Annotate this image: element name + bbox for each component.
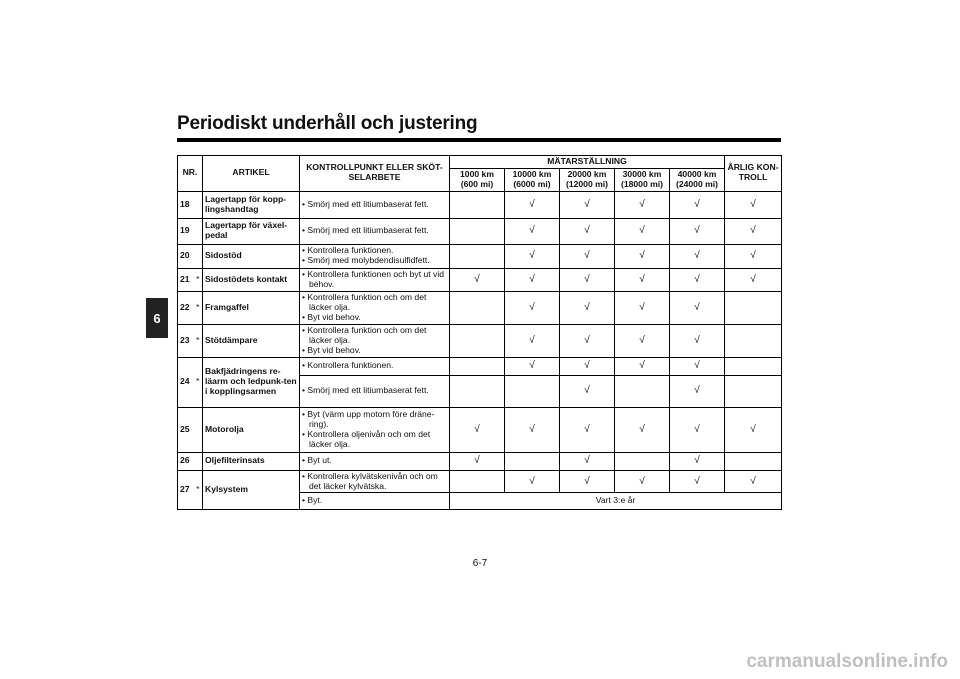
row-kontrollpunkt <box>300 324 450 357</box>
empty-cell <box>615 452 670 470</box>
row-asterisk: * <box>194 268 203 291</box>
check-list <box>302 293 447 323</box>
row-asterisk: * <box>194 470 203 510</box>
row-kontrollpunkt <box>300 470 450 493</box>
header-odo-1 <box>505 168 560 191</box>
empty-cell <box>450 191 505 218</box>
empty-cell <box>505 375 560 407</box>
check-item: • Byt vid behov. <box>302 313 447 323</box>
check-mark: √ <box>615 357 670 375</box>
check-mark: √ <box>670 452 725 470</box>
check-mark: √ <box>725 218 782 244</box>
check-mark: √ <box>670 324 725 357</box>
check-mark: √ <box>615 291 670 324</box>
row-number: 22 <box>178 291 194 324</box>
row-asterisk: * <box>194 291 203 324</box>
row-number: 24 <box>178 357 194 407</box>
empty-cell <box>450 291 505 324</box>
row-number: 21 <box>178 268 194 291</box>
header-odo-3 <box>615 168 670 191</box>
check-mark: √ <box>560 268 615 291</box>
check-list <box>302 361 447 371</box>
table-row <box>178 324 782 357</box>
row-kontrollpunkt <box>300 268 450 291</box>
check-list <box>302 200 447 210</box>
row-number: 26 <box>178 452 194 470</box>
odo-km: 30000 km <box>622 168 662 179</box>
empty-cell <box>450 244 505 268</box>
empty-cell <box>725 452 782 470</box>
row-artikel: Oljefilterinsats <box>203 452 300 470</box>
table-row <box>178 218 782 244</box>
header-artikel: ARTIKEL <box>203 156 300 192</box>
check-mark: √ <box>560 357 615 375</box>
empty-cell <box>725 375 782 407</box>
row-artikel: Framgaffel <box>203 291 300 324</box>
check-list <box>302 326 447 356</box>
empty-cell <box>450 470 505 493</box>
row-artikel: Sidostöd <box>203 244 300 268</box>
row-asterisk: * <box>194 357 203 407</box>
interval-text: Vart 3:e år <box>450 493 782 510</box>
odo-km: 20000 km <box>567 168 607 179</box>
header-kontrollpunkt: KONTROLLPUNKT ELLER SKÖT-SELARBETE <box>300 156 450 192</box>
check-list <box>302 246 447 266</box>
check-item: • Smörj med ett litiumbaserat fett. <box>302 386 447 396</box>
odo-mi: (600 mi) <box>460 178 494 189</box>
check-mark: √ <box>505 191 560 218</box>
row-kontrollpunkt <box>300 357 450 375</box>
header-odo-2 <box>560 168 615 191</box>
check-mark: √ <box>670 191 725 218</box>
row-number: 20 <box>178 244 194 268</box>
check-mark: √ <box>725 191 782 218</box>
empty-cell <box>725 291 782 324</box>
check-mark: √ <box>560 244 615 268</box>
row-artikel: Lagertapp för växel-pedal <box>203 218 300 244</box>
header-matarstallning: MÄTARSTÄLLNING <box>450 156 725 169</box>
check-mark: √ <box>725 244 782 268</box>
check-mark: √ <box>505 407 560 452</box>
odo-mi: (6000 mi) <box>513 178 551 189</box>
check-list <box>302 410 447 450</box>
odo-mi: (24000 mi) <box>675 178 719 189</box>
row-kontrollpunkt <box>300 452 450 470</box>
row-asterisk: * <box>194 324 203 357</box>
check-mark: √ <box>615 244 670 268</box>
watermark: carmanualsonline.info <box>746 651 948 672</box>
empty-cell <box>615 375 670 407</box>
title-rule <box>177 138 781 142</box>
check-item: • Byt (värm upp motorn före dräne-ring). <box>302 410 447 430</box>
row-number: 23 <box>178 324 194 357</box>
check-mark: √ <box>505 324 560 357</box>
row-asterisk <box>194 407 203 452</box>
check-mark: √ <box>725 407 782 452</box>
row-kontrollpunkt <box>300 493 450 510</box>
table-row <box>178 357 782 375</box>
header-nr: NR. <box>178 156 203 192</box>
check-mark: √ <box>560 291 615 324</box>
check-mark: √ <box>615 324 670 357</box>
empty-cell <box>450 218 505 244</box>
check-mark: √ <box>670 357 725 375</box>
header-odo-0 <box>450 168 505 191</box>
odo-km: 10000 km <box>512 168 552 179</box>
check-mark: √ <box>725 470 782 493</box>
check-mark: √ <box>560 452 615 470</box>
row-number: 25 <box>178 407 194 452</box>
check-item: • Kontrollera funktionen. <box>302 246 447 256</box>
row-artikel: Sidostödets kontakt <box>203 268 300 291</box>
row-artikel: Bakfjädringens re-läarm och ledpunk-ten i kopplingsarmen <box>203 357 300 407</box>
check-mark: √ <box>725 268 782 291</box>
check-mark: √ <box>615 407 670 452</box>
check-mark: √ <box>560 218 615 244</box>
row-asterisk <box>194 218 203 244</box>
check-mark: √ <box>615 218 670 244</box>
table-row <box>178 470 782 493</box>
row-asterisk <box>194 191 203 218</box>
table-row <box>178 452 782 470</box>
check-mark: √ <box>450 452 505 470</box>
row-kontrollpunkt <box>300 218 450 244</box>
check-mark: √ <box>670 470 725 493</box>
check-mark: √ <box>450 268 505 291</box>
check-mark: √ <box>505 244 560 268</box>
check-item: • Kontrollera oljenivån och om det läcker olja. <box>302 430 447 450</box>
check-list <box>302 270 447 290</box>
empty-cell <box>725 357 782 375</box>
check-item: • Byt ut. <box>302 456 447 466</box>
chapter-tab: 6 <box>146 298 168 338</box>
row-number: 27 <box>178 470 194 510</box>
check-mark: √ <box>670 244 725 268</box>
check-list <box>302 496 447 506</box>
row-kontrollpunkt <box>300 291 450 324</box>
check-list <box>302 386 447 396</box>
table-row <box>178 191 782 218</box>
row-asterisk <box>194 452 203 470</box>
check-item: • Byt. <box>302 496 447 506</box>
table-row <box>178 291 782 324</box>
check-mark: √ <box>670 218 725 244</box>
row-artikel: Kylsystem <box>203 470 300 510</box>
empty-cell <box>505 452 560 470</box>
check-mark: √ <box>670 291 725 324</box>
check-mark: √ <box>615 268 670 291</box>
odo-mi: (18000 mi) <box>620 178 664 189</box>
check-mark: √ <box>505 218 560 244</box>
row-artikel: Lagertapp för kopp-lingshandtag <box>203 191 300 218</box>
header-arlig-kontroll: ÅRLIG KON-TROLL <box>725 156 782 192</box>
check-item: • Kontrollera funktion och om det läcker olja. <box>302 326 447 346</box>
check-mark: √ <box>670 375 725 407</box>
table-row <box>178 244 782 268</box>
check-mark: √ <box>560 407 615 452</box>
check-item: • Kontrollera kylvätskenivån och om det läcker kylvätska. <box>302 472 447 492</box>
check-item: • Kontrollera funktionen. <box>302 361 447 371</box>
maintenance-table <box>177 155 782 510</box>
check-item: • Smörj med ett litiumbaserat fett. <box>302 200 447 210</box>
row-number: 18 <box>178 191 194 218</box>
empty-cell <box>450 324 505 357</box>
check-list <box>302 472 447 492</box>
check-mark: √ <box>560 470 615 493</box>
check-item: • Kontrollera funktion och om det läcker olja. <box>302 293 447 313</box>
check-mark: √ <box>505 357 560 375</box>
page-title: Periodiskt underhåll och justering <box>177 113 478 134</box>
check-mark: √ <box>615 470 670 493</box>
empty-cell <box>725 324 782 357</box>
check-list <box>302 226 447 236</box>
odo-km: 40000 km <box>677 168 717 179</box>
check-mark: √ <box>560 191 615 218</box>
check-mark: √ <box>505 470 560 493</box>
check-item: • Smörj med ett litiumbaserat fett. <box>302 226 447 236</box>
odo-km: 1000 km <box>460 168 494 179</box>
check-mark: √ <box>560 324 615 357</box>
page-number: 6-7 <box>472 558 488 569</box>
row-artikel: Motorolja <box>203 407 300 452</box>
row-kontrollpunkt <box>300 244 450 268</box>
row-kontrollpunkt <box>300 407 450 452</box>
empty-cell <box>450 375 505 407</box>
check-mark: √ <box>505 291 560 324</box>
check-mark: √ <box>560 375 615 407</box>
check-mark: √ <box>505 268 560 291</box>
check-item: • Smörj med molybdendisulfidfett. <box>302 256 447 266</box>
row-kontrollpunkt <box>300 191 450 218</box>
check-mark: √ <box>670 407 725 452</box>
row-asterisk <box>194 244 203 268</box>
check-list <box>302 456 447 466</box>
odo-mi: (12000 mi) <box>565 178 609 189</box>
check-item: • Byt vid behov. <box>302 346 447 356</box>
row-number: 19 <box>178 218 194 244</box>
row-kontrollpunkt <box>300 375 450 407</box>
table-row <box>178 268 782 291</box>
table-row <box>178 407 782 452</box>
row-artikel: Stötdämpare <box>203 324 300 357</box>
check-mark: √ <box>450 407 505 452</box>
check-mark: √ <box>615 191 670 218</box>
empty-cell <box>450 357 505 375</box>
header-odo-4 <box>670 168 725 191</box>
check-item: • Kontrollera funktionen och byt ut vid behov. <box>302 270 447 290</box>
check-mark: √ <box>670 268 725 291</box>
